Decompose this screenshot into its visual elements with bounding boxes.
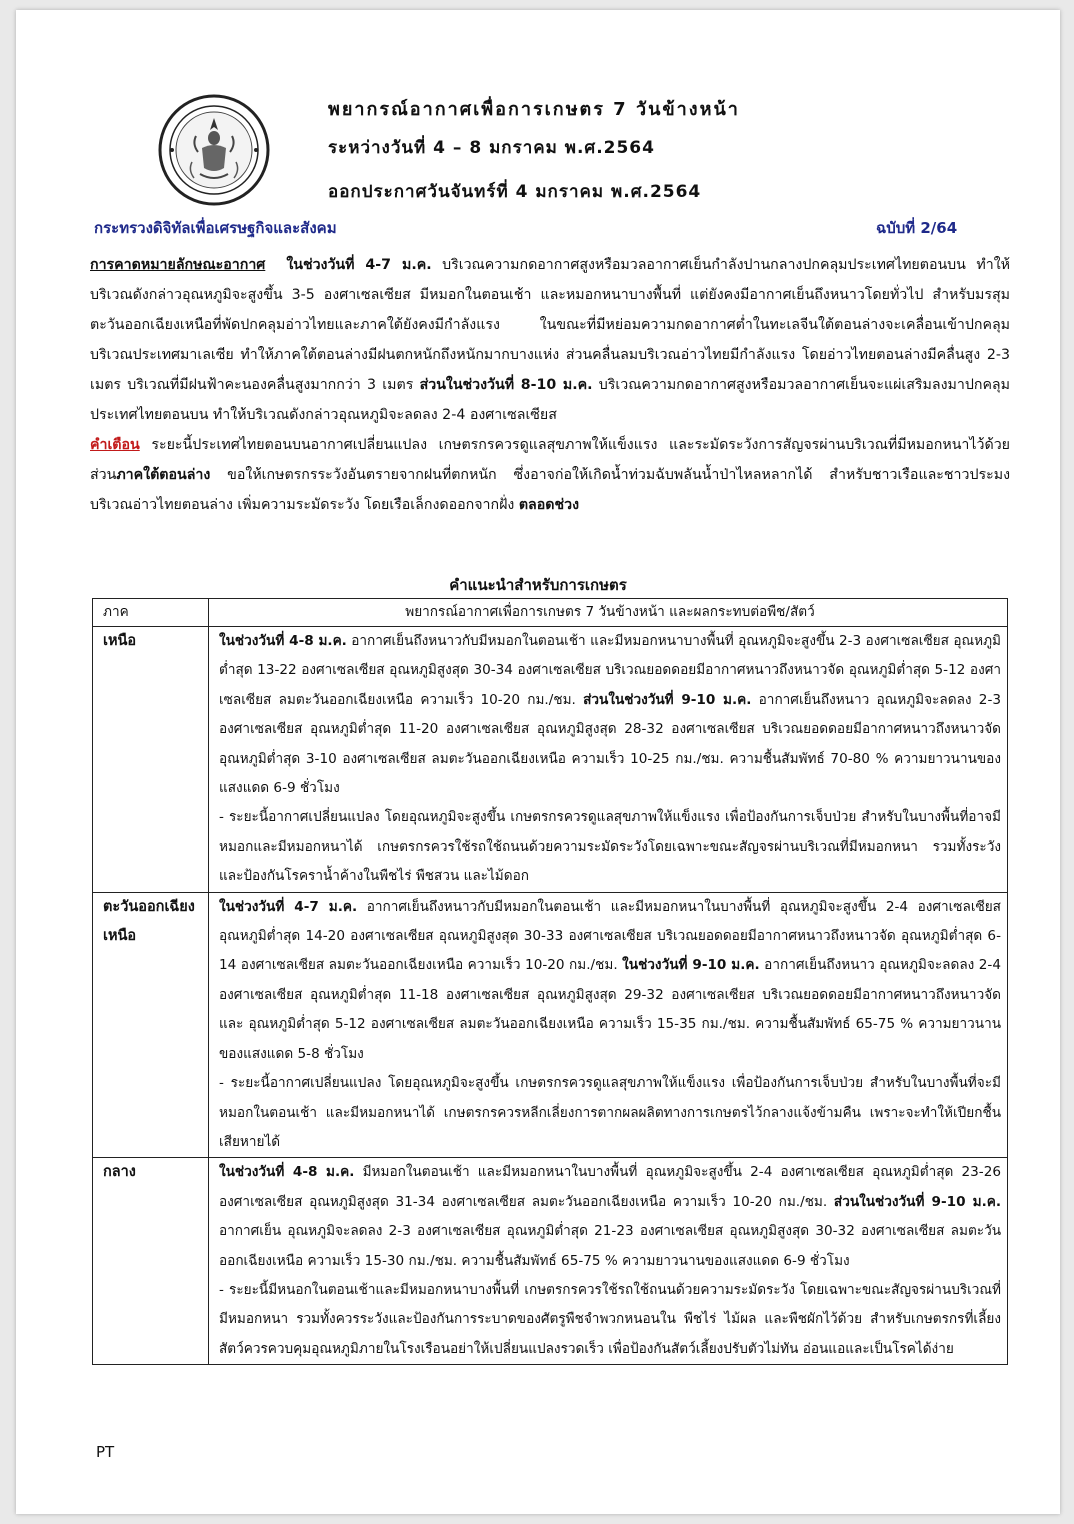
period-label: ส่วนในช่วงวันที่ 9-10 ม.ค. [833,1193,1001,1210]
forecast-period: ระหว่างวันที่ 4 – 8 มกราคม พ.ศ.2564 [328,138,655,158]
warning-paragraph [90,430,1010,520]
region-forecast [209,1158,1008,1365]
forecast-body [90,250,1010,520]
issue-number: ฉบับที่ 2/64 [876,219,958,237]
region-north: เหนือ [93,627,209,893]
region-northeast: ตะวันออกเฉียงเหนือ [93,892,209,1158]
impact-text: - ระยะนี้อากาศเปลี่ยนแปลง โดยอุณหภูมิจะสูงขึ้น เกษตรกรควรดูแลสุขภาพให้แข็งแรง เพื่อป้องกันการเจ็บป่วย สำหรับในบางพื้นที่จะมีหมอกในตอนเช้า และมีหมอกหนาได้ เกษตรกรควรหลีกเลี่ยงการตากผลผลิตทางการเกษตรไว้กลางแจ้งข้ามคืน เพราะจะทำให้เปียกชื้นเสียหายได้ [219,1075,1001,1150]
document-title: พยากรณ์อากาศเพื่อการเกษตร 7 วันข้างหน้า [328,99,740,120]
forecast-text: อากาศเย็นถึงหนาวกับมีหมอกในตอนเช้า และมีหมอกหนาบางพื้นที่ อุณหภูมิจะสูงขึ้น 2-3 องศาเซลเซียส อุณหภูมิต่ำสุด 13-22 องศาเซลเซียส อุณหภูมิสูงสุด 30-34 องศาเซลเซียส บริเวณยอดดอยมีอากาศหนาวถึงหนาวจัด อุณหภูมิต่ำสุด 5-12 องศาเซลเซียส ลมตะวันออกเฉียงเหนือ ความเร็ว 10-20 กม./ชม. [219,633,1001,708]
forecast-text: อากาศเย็นถึงหนาว อุณหภูมิจะลดลง 2-3 องศาเซลเซียส อุณหภูมิต่ำสุด 11-20 องศาเซลเซียส อุณหภูมิสูงสุด 28-32 องศาเซลเซียส บริเวณยอดดอยมีอากาศหนาวถึงหนาวจัด อุณหภูมิต่ำสุด 3-10 องศาเซลเซียส ลมตะวันออกเฉียงเหนือ ความเร็ว 10-25 กม./ชม. ความชื้นสัมพัทธ์ 70-80 % ความยาวนานของแสงแดด 6-9 ชั่วโมง [219,691,1001,797]
region-forecast [209,892,1008,1158]
warning-region: ภาคใต้ตอนล่าง [116,467,211,483]
period-label: ส่วนในช่วงวันที่ 9-10 ม.ค. [583,691,752,708]
forecast-text: อากาศเย็น อุณหภูมิจะลดลง 2-3 องศาเซลเซียส อุณหภูมิต่ำสุด 21-23 องศาเซลเซียส อุณหภูมิสูงสุด 30-32 องศาเซลเซียส ลมตะวันออกเฉียงเหนือ ความเร็ว 15-30 กม./ชม. ความชื้นสัมพัทธ์ 65-75 % ความยาวนานของแสงแดด 6-9 ชั่วโมง [219,1223,1001,1269]
forecast-text: มีหมอกในตอนเช้า และมีหมอกหนาในบางพื้นที่ อุณหภูมิจะสูงขึ้น 2-4 องศาเซลเซียส อุณหภูมิต่ำสุด 23-26 องศาเซลเซียส อุณหภูมิสูงสุด 31-34 องศาเซลเซียส ลมตะวันออกเฉียงเหนือ ความเร็ว 10-20 กม./ชม. [219,1164,1001,1210]
impact-text: - ระยะนี้อากาศเปลี่ยนแปลง โดยอุณหภูมิจะสูงขึ้น เกษตรกรควรดูแลสุขภาพให้แข็งแรง เพื่อป้องกันการเจ็บป่วย สำหรับในบางพื้นที่อาจมีหมอกและมีหมอกหนาได้ เกษตรกรควรใช้รถใช้ถนนด้วยความระมัดระวังโดยเฉพาะขณะสัญจรผ่านบริเวณที่มีหมอกหนา รวมทั้งระวังและป้องกันโรคราน้ำค้างในพืชไร่ พืชสวน และไม้ดอก [219,809,1001,885]
warning-text-1: ระยะนี้ประเทศไทยตอนบนอากาศเปลี่ยนแปลง เกษตรกรควรดูแลสุขภาพให้แข็งแรง และระมัดระวังการสัญจรผ่านบริเวณที่มีหมอกหนาไว้ด้วย ส่วน [90,437,1010,483]
column-header-region: ภาค [93,599,209,627]
issue-date: ออกประกาศวันจันทร์ที่ 4 มกราคม พ.ศ.2564 [328,182,702,202]
table-row [93,1158,1008,1365]
period-label: ในช่วงวันที่ 4-7 ม.ค. [219,898,358,915]
advice-title: คำแนะนำสำหรับการเกษตร [449,576,627,594]
period-label: ในช่วงวันที่ 4-8 ม.ค. [219,633,347,649]
period-label: ในช่วงวันที่ 4-8 ม.ค. [219,1164,355,1181]
period-label: ในช่วงวันที่ 9-10 ม.ค. [622,957,760,974]
impact-text: - ระยะนี้มีหนอกในตอนเช้าและมีหมอกหนาบางพื้นที่ เกษตรกรควรใช้รถใช้ถนนด้วยความระมัดระวัง โดยเฉพาะขณะสัญจรผ่านบริเวณที่มีหมอกหนา รวมทั้งควรระวังและป้องกันการระบาดของศัตรูพืชจำพวกหนอนใน พืชไร่ ไม้ผล และพืชผักไว้ด้วย สำหรับเกษตรกรที่เลี้ยงสัตว์ควรควบคุมอุณหภูมิภายในโรงเรือนอย่าให้เปลี่ยนแปลงรวดเร็ว เพื่อป้องกันสัตว์เลี้ยงปรับตัวไม่ทัน อ่อนแอและเป็นโรคได้ง่าย [219,1281,1001,1357]
forecast-text: อากาศเย็นถึงหนาวกับมีหมอกในตอนเช้า และมีหมอกหนาในบางพื้นที่ อุณหภูมิจะสูงขึ้น 2-4 องศาเซลเซียส อุณหภูมิต่ำสุด 14-20 องศาเซลเซียส อุณหภูมิสูงสุด 30-33 องศาเซลเซียส บริเวณยอดดอยมีอากาศหนาวถึงหนาวจัด อุณหภูมิต่ำสุด 6-14 องศาเซลเซียส ลมตะวันออกเฉียงเหนือ ความเร็ว 10-20 กม./ชม. [219,898,1001,974]
warning-text-2: ขอให้เกษตรกรระวังอันตรายจากฝนที่ตกหนัก ซึ่งอาจก่อให้เกิดน้ำท่วมฉับพลันน้ำป่าไหลหลากได้ สำหรับชาวเรือและชาวประมงบริเวณอ่าวไทยตอนล่าง เพิ่มความระมัดระวัง โดยเรือเล็กงดออกจากฝั่ง [90,467,1010,513]
forecast-period-2: ส่วนในช่วงวันที่ 8-10 ม.ค. [419,377,593,393]
document-page [16,10,1060,1514]
forecast-period-1: ในช่วงวันที่ 4-7 ม.ค. [286,257,432,273]
forecast-paragraph [90,250,1010,430]
table-row [93,627,1008,893]
warning-label: คำเตือน [90,437,140,453]
region-forecast [209,627,1008,893]
table-row [93,892,1008,1158]
table-header-row [93,599,1008,627]
advice-table [92,598,1008,1365]
forecast-text: อากาศเย็นถึงหนาว อุณหภูมิจะลดลง 2-4 องศาเซลเซียส อุณหภูมิต่ำสุด 11-18 องศาเซลเซียส อุณหภูมิสูงสุด 29-32 องศาเซลเซียส บริเวณยอดดอยมีอากาศหนาวถึงหนาวจัด และ อุณหภูมิต่ำสุด 5-12 องศาเซลเซียส ลมตะวันออกเฉียงเหนือ ความเร็ว 15-35 กม./ชม. ความชื้นสัมพัทธ์ 65-75 % ความยาวนานของแสงแดด 5-8 ชั่วโมง [219,957,1001,1062]
forecast-text-2: บริเวณความกดอากาศสูงหรือมวลอากาศเย็นจะแผ่เสริมลงมาปกคลุมประเทศไทยตอนบน ทำให้บริเวณดังกล่าวอุณหภูมิจะลดลง 2-4 องศาเซลเซียส [90,377,1010,423]
warning-text-3: ตลอดช่วง [518,497,580,513]
author-initials: PT [96,1443,115,1461]
region-central: กลาง [93,1158,209,1365]
ministry-name: กระทรวงดิจิทัลเพื่อเศรษฐกิจและสังคม [94,219,337,237]
column-header-forecast: พยากรณ์อากาศเพื่อการเกษตร 7 วันข้างหน้า และผลกระทบต่อพืช/สัตว์ [209,599,1008,627]
forecast-text-1: บริเวณความกดอากาศสูงหรือมวลอากาศเย็นกำลังปานกลางปกคลุมประเทศไทยตอนบน ทำให้บริเวณดังกล่าวอุณหภูมิจะสูงขึ้น 3-5 องศาเซลเซียส มีหมอกในตอนเช้า และหมอกหนาบางพื้นที่ แต่ยังคงมีอากาศเย็นถึงหนาวโดยทั่วไป สำหรับมรสุมตะวันออกเฉียงเหนือที่พัดปกคลุมอ่าวไทยและภาคใต้ยังคงมีกำลังแรง ในขณะที่มีหย่อมความกดอากาศต่ำในทะเลจีนใต้ตอนล่างจะเคลื่อนเข้าปกคลุมบริเวณประเทศมาเลเซีย ทำให้ภาคใต้ตอนล่างมีฝนตกหนักถึงหนักมากบางแห่ง ส่วนคลื่นลมบริเวณอ่าวไทยมีกำลังแรง โดยอ่าวไทยตอนล่างมีคลื่นสูง 2-3 เมตร บริเวณที่มีฝนฟ้าคะนองคลื่นสูงมากกว่า 3 เมตร [90,257,1010,393]
forecast-label: การคาดหมายลักษณะอากาศ [90,257,266,273]
meteorological-department-seal-icon [158,94,270,206]
